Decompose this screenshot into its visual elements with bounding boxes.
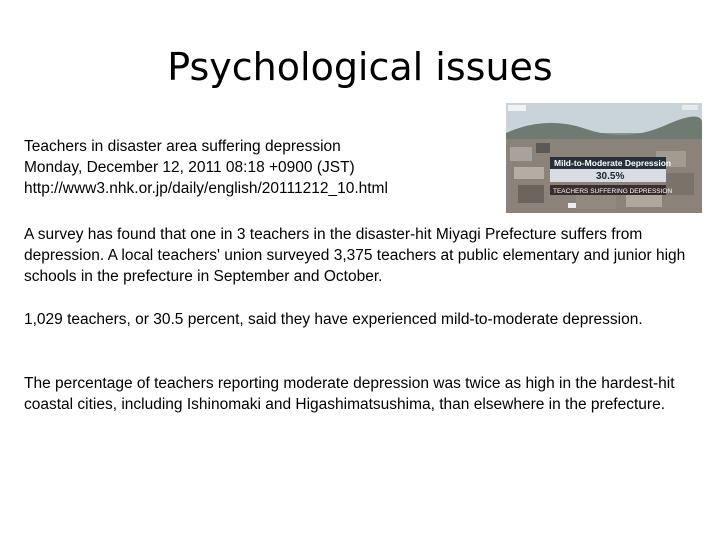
paragraph-survey: A survey has found that one in 3 teachers in the disaster-hit Miyagi Prefecture suffers from depression. A local teachers' union surveyed 3,375 teachers at public elementary and junior high schools in the prefecture in September and October. (24, 226, 686, 285)
article-date: Monday, December 12, 2011 08:18 +0900 (JST) (24, 159, 355, 176)
news-screenshot-image (506, 103, 702, 213)
news-screenshot-graphic (506, 103, 702, 213)
paragraph-coastal: The percentage of teachers reporting moderate depression was twice as high in the hardest-hit coastal cities, including Ishinomaki and Higashimatsushima, than elsewhere in the prefecture. (24, 375, 675, 413)
slide-title: Psychological issues (167, 45, 553, 89)
article-headline: Teachers in disaster area suffering depression (24, 138, 341, 155)
caption-value: 30.5% (596, 171, 625, 182)
paragraph-statistic: 1,029 teachers, or 30.5 percent, said they have experienced mild-to-moderate depression. (24, 311, 643, 328)
article-url: http://www3.nhk.or.jp/daily/english/20111212_10.html (24, 180, 388, 197)
article-meta (24, 136, 494, 199)
caption-sub: TEACHERS SUFFERING DEPRESSION (553, 188, 673, 195)
caption-title: Mild-to-Moderate Depression (554, 158, 672, 168)
